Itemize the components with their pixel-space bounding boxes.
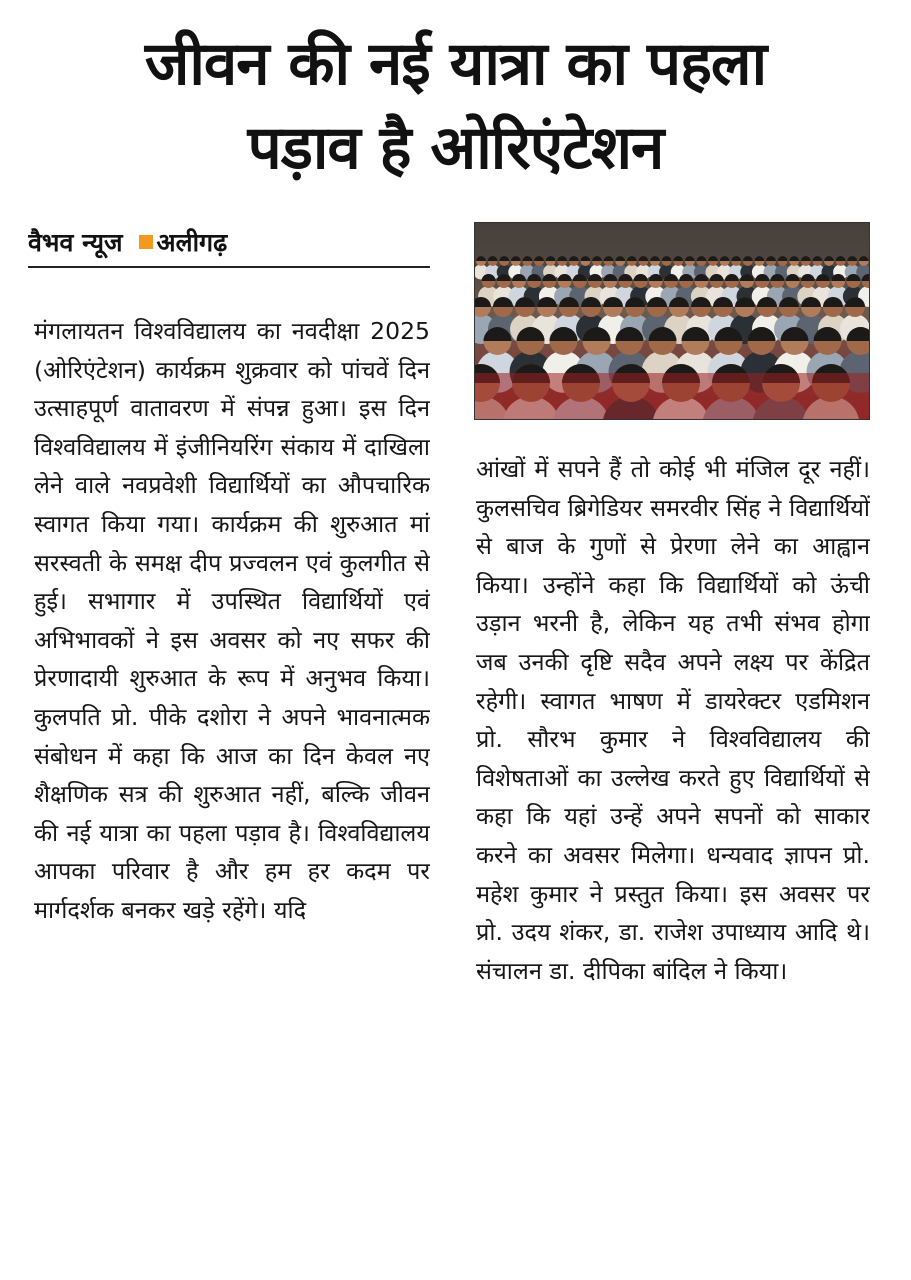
article-right-column: आंखों में सपने हैं तो कोई भी मंजिल दूर नहीं। कुलसचिव ब्रिगेडियर समरवीर सिंह ने विद्यार्थियों से बाज के गुणों से प्रेरणा लेने का आह्वान किया। उन्होंने कहा कि विद्यार्थियों को ऊंची उड़ान भरनी है, लेकिन यह तभी संभव होगा जब उनकी दृष्टि सदैव अपने लक्ष्य पर केंद्रित रहेगी। स्वागत भाषण में डायरेक्टर एडमिशन प्रो. सौरभ कुमार ने विश्वविद्यालय की विशेषताओं का उल्लेख करते हुए विद्यार्थियों से कहा कि यहां उन्हें अपने सपनों को साकार करने का अवसर मिलेगा। धन्यवाद ज्ञापन प्रो. महेश कुमार ने प्रस्तुत किया। इस अवसर पर प्रो. उदय शंकर, डा. राजेश उपाध्याय आदि थे। संचालन डा. दीपिका बांदिल ने किया। xyxy=(476,455,870,985)
headline-line-1: जीवन की नई यात्रा का पहला xyxy=(144,29,767,99)
byline-city: अलीगढ़ xyxy=(156,228,228,257)
headline-line-2: पड़ाव है ओरिएंटेशन xyxy=(247,113,664,183)
article-left-column: मंगलायतन विश्वविद्यालय का नवदीक्षा 2025 (ओरिएंटेशन) कार्यक्रम शुक्रवार को पांचवें दिन उत्साहपूर्ण वातावरण में संपन्न हुआ। इस दिन विश्वविद्यालय में इंजीनियरिंग संकाय में दाखिला लेने वाले नवप्रवेशी विद्यार्थियों का औपचारिक स्वागत किया गया। कार्यक्रम की शुरुआत मां सरस्वती के समक्ष दीप प्रज्वलन एवं कुलगीत से हुई। सभागार में उपस्थित विद्यार्थियों एवं अभिभावकों ने इस अवसर को नए सफर की प्रेरणादायी शुरुआत के रूप में अनुभव किया।कुलपति प्रो. पीके दशोरा ने अपने भावनात्मक संबोधन में कहा कि आज का दिन केवल नए शैक्षणिक सत्र की शुरुआत नहीं, बल्कि जीवन की नई यात्रा का पहला पड़ाव है। विश्वविद्यालय आपका परिवार है और हम हर कदम पर मार्गदर्शक बनकर खड़े रहेंगे। यदि xyxy=(34,317,430,924)
headline xyxy=(20,22,891,190)
byline xyxy=(28,224,430,268)
byline-agency: वैभव न्यूज xyxy=(28,228,123,257)
orange-square-icon xyxy=(139,235,153,249)
audience-photo-icon xyxy=(475,223,869,419)
audience-photo xyxy=(474,222,870,420)
